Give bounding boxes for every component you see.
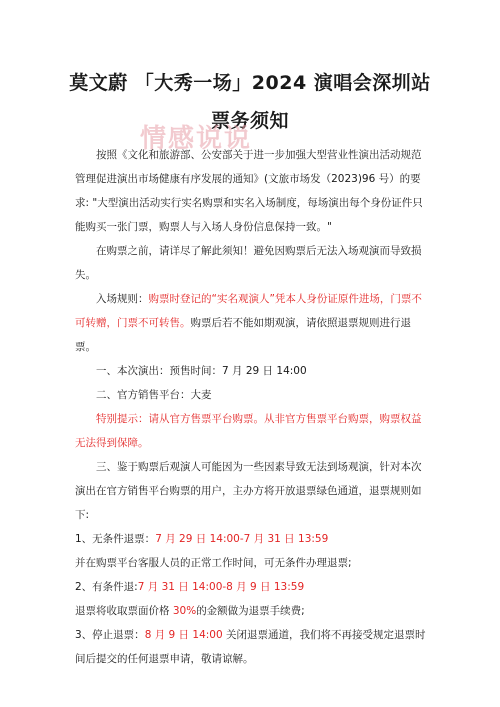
refund-2-desc: [75, 599, 431, 623]
refund-2-desc-b: 的金额做为退票手续费;: [196, 605, 305, 617]
watermark: 情感说说: [140, 124, 253, 154]
refund-1-time: 7 月 29 日 14:00-7 月 31 日 13:59: [155, 533, 329, 545]
refund-1-label: 1、无条件退票：: [75, 533, 156, 545]
document-body: [75, 143, 431, 671]
refund-2-desc-a: 退票将收取票面价格: [75, 605, 173, 617]
refund-rule-2: [75, 575, 431, 599]
document-title: 莫文蔚 「大秀一场」2024 演唱会深圳站: [69, 72, 431, 94]
document-subtitle: 票务须知: [210, 110, 289, 132]
refund-3-time: 8 月 9 日 14:00: [144, 629, 223, 641]
refund-3-label: 3、停止退票：: [75, 629, 145, 641]
before-buy-paragraph: 在购票之前，请详尽了解此须知！避免因购票后无法入场观演而导致损失。: [75, 245, 422, 281]
refund-2-percent: 30%: [172, 605, 197, 617]
special-tip: 特别提示：请从官方售票平台购票。从非官方售票平台购票，购票权益无法得到保障。: [75, 413, 422, 449]
entry-rule-red: 购票时登记的“实名观演人”凭本人身份证原件进场，门票不可转赠，门票不可转售。: [75, 293, 422, 329]
refund-2-label: 2、有条件退:: [75, 581, 138, 593]
entry-rule-black: 购票后若不能如期观演，请依照退票规则进行退票。: [75, 317, 411, 353]
refund-rule-3: [75, 623, 431, 671]
item-2: 二、官方销售平台：大麦: [96, 389, 212, 401]
item-3: 三、鉴于购票后观演人可能因为一些因素导致无法到场观演，针对本次演出在官方销售平台购票的用户，主办方将开放退票绿色通道，退票规则如下:: [75, 461, 422, 521]
intro-paragraph: 按照《文化和旅游部、公安部关于进一步加强大型营业性演出活动规范管理促进演出市场健康有序发展的通知》(文旅市场发（2023)96 号）的要求: "大型演出活动实行实名购票和实名入场制度，每场演出每个身份证件只能购买一张门票，购票人与入场人身份信息保持一致。": [75, 149, 423, 233]
item-1: 一、本次演出：预售时间：7 月 29 日 14:00: [96, 365, 307, 377]
entry-rule-paragraph: [75, 287, 431, 359]
refund-2-time: 7 月 31 日 14:00-8 月 9 日 13:59: [137, 581, 305, 593]
refund-1-desc: 并在购票平台客服人员的正常工作时间，可无条件办理退票;: [75, 557, 352, 569]
refund-rule-1: [75, 527, 431, 551]
refund-3-desc: 关闭退票通道，我们将不再接受规定退票时间后提交的任何退票申请，敬请谅解。: [75, 629, 426, 665]
entry-rule-label: 入场规则：: [96, 293, 149, 305]
